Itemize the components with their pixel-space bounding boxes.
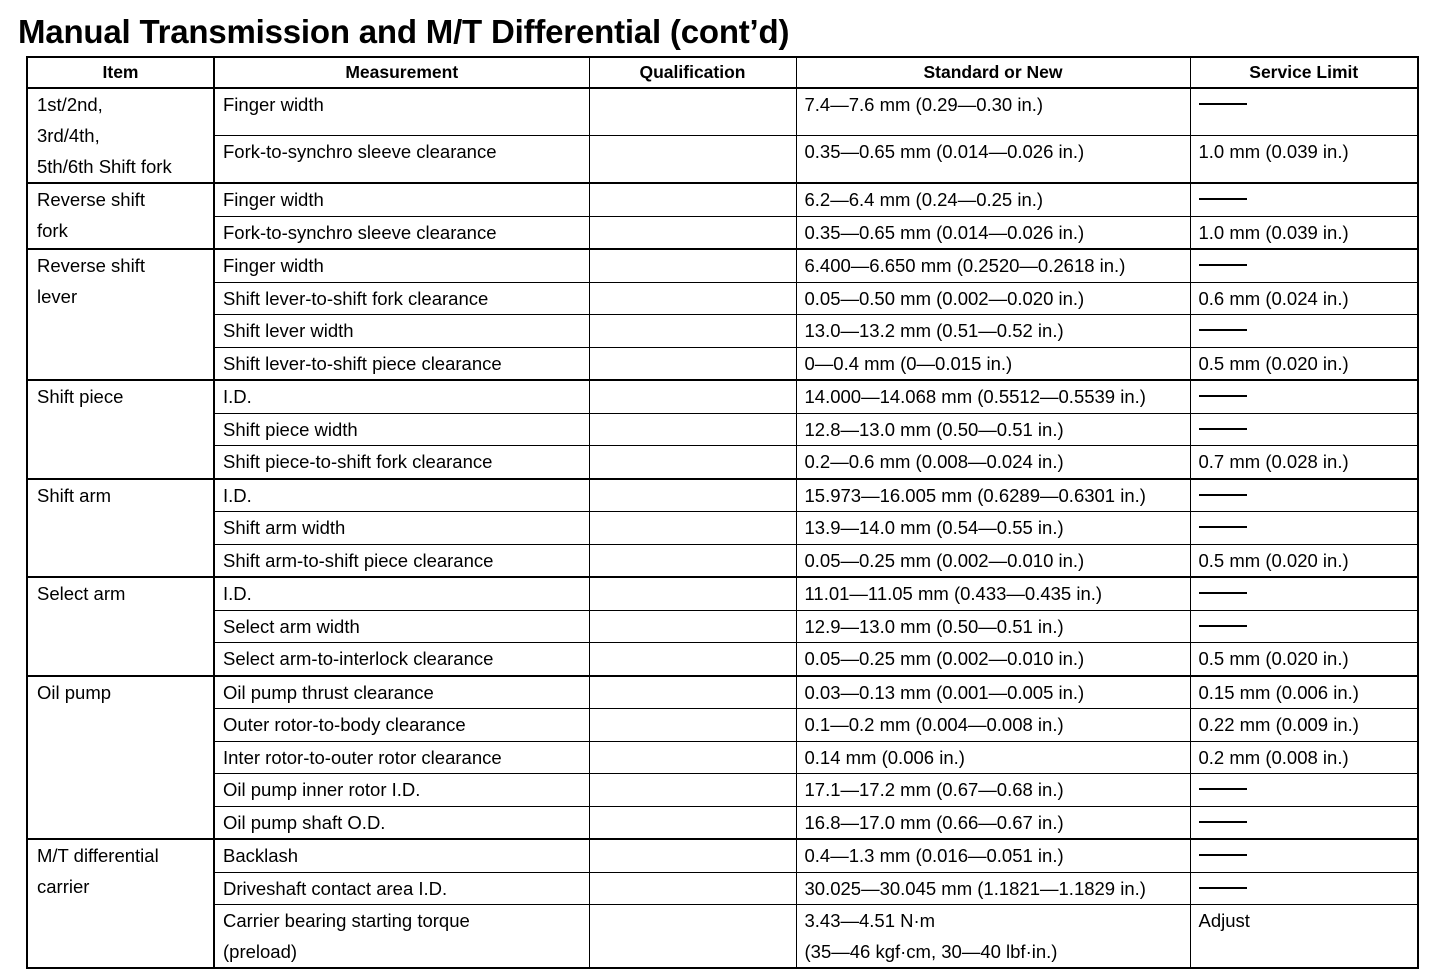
service-limit-cell (1190, 676, 1418, 709)
qualification-cell (589, 774, 796, 807)
qualification-cell (589, 315, 796, 348)
table-row (27, 709, 1418, 742)
measurement-line: Shift piece-to-shift fork clearance (223, 451, 493, 472)
service-limit-cell (1190, 741, 1418, 774)
table-row (27, 216, 1418, 249)
table-row (27, 88, 1418, 136)
measurement-cell (214, 774, 589, 807)
measurement-line: Finger width (223, 94, 324, 115)
measurement-cell (214, 806, 589, 839)
measurement-line: Finger width (223, 189, 324, 210)
service-limit-value: 0.5 mm (0.020 in.) (1198, 648, 1349, 669)
table-row (27, 741, 1418, 774)
qualification-cell (589, 610, 796, 643)
standard-cell (796, 216, 1190, 249)
table-row (27, 676, 1418, 709)
measurement-cell (214, 479, 589, 512)
qualification-cell (589, 446, 796, 479)
measurement-cell (214, 183, 589, 216)
item-label: 5th/6th Shift fork (37, 156, 172, 177)
item-label: Reverse shift (37, 189, 145, 210)
qualification-cell (589, 643, 796, 676)
service-limit-value: 0.22 mm (0.009 in.) (1198, 714, 1359, 735)
standard-line: 0.1—0.2 mm (0.004—0.008 in.) (804, 714, 1064, 735)
page-title: Manual Transmission and M/T Differential (cont’d) (18, 13, 790, 50)
measurement-line: Select arm width (223, 615, 360, 637)
qualification-cell (589, 479, 796, 512)
qualification-cell (589, 806, 796, 839)
qualification-cell (589, 512, 796, 545)
item-label: Reverse shift (37, 255, 145, 276)
no-limit-dash (1199, 428, 1247, 430)
measurement-line: Inter rotor-to-outer rotor clearance (223, 746, 502, 768)
measurement-cell (214, 839, 589, 872)
standard-line: (35—46 kgf·cm, 30—40 lbf·in.) (804, 941, 1058, 962)
measurement-line: Fork-to-synchro sleeve clearance (223, 221, 497, 243)
standard-line: 0.35—0.65 mm (0.014—0.026 in.) (804, 141, 1085, 162)
measurement-line: Oil pump thrust clearance (223, 681, 434, 703)
service-limit-cell (1190, 643, 1418, 676)
qualification-cell (589, 88, 796, 136)
service-limit-value: Adjust (1198, 910, 1250, 931)
standard-cell (796, 512, 1190, 545)
column-header-measurement: Measurement (214, 57, 589, 88)
measurement-line: Carrier bearing starting torque (223, 910, 470, 931)
measurement-line: Oil pump shaft O.D. (223, 811, 386, 833)
measurement-cell (214, 872, 589, 905)
standard-cell (796, 479, 1190, 512)
service-limit-cell (1190, 88, 1418, 136)
service-limit-value: 1.0 mm (0.039 in.) (1198, 221, 1349, 243)
service-limit-value: 0.6 mm (0.024 in.) (1198, 287, 1349, 309)
qualification-cell (589, 905, 796, 969)
column-header-standard: Standard or New (796, 57, 1190, 88)
column-header-service-limit: Service Limit (1190, 57, 1418, 88)
table-row (27, 479, 1418, 512)
spec-table (26, 56, 1419, 969)
service-limit-value: 0.5 mm (0.020 in.) (1198, 549, 1349, 571)
service-limit-cell (1190, 136, 1418, 184)
service-limit-value: 0.5 mm (0.020 in.) (1198, 352, 1349, 374)
item-label: M/T differential (37, 845, 159, 866)
measurement-cell (214, 676, 589, 709)
standard-line: 0.03—0.13 mm (0.001—0.005 in.) (804, 681, 1085, 703)
service-limit-cell (1190, 774, 1418, 807)
qualification-cell (589, 216, 796, 249)
measurement-line: Shift lever-to-shift fork clearance (223, 287, 489, 309)
measurement-line: I.D. (223, 484, 252, 506)
no-limit-dash (1199, 395, 1247, 397)
standard-line: 14.000—14.068 mm (0.5512—0.5539 in.) (804, 386, 1146, 407)
measurement-cell (214, 249, 589, 282)
table-row (27, 544, 1418, 577)
qualification-cell (589, 413, 796, 446)
standard-cell (796, 347, 1190, 380)
item-label: Oil pump (37, 681, 112, 703)
standard-line: 0.05—0.25 mm (0.002—0.010 in.) (804, 648, 1085, 669)
standard-line: 0.4—1.3 mm (0.016—0.051 in.) (804, 845, 1064, 866)
table-row (27, 136, 1418, 184)
no-limit-dash (1199, 887, 1247, 889)
measurement-cell (214, 512, 589, 545)
item-label: 1st/2nd, (37, 94, 103, 115)
table-row (27, 413, 1418, 446)
service-limit-cell (1190, 446, 1418, 479)
service-limit-cell (1190, 806, 1418, 839)
service-limit-cell (1190, 512, 1418, 545)
service-limit-cell (1190, 905, 1418, 969)
service-limit-cell (1190, 872, 1418, 905)
service-limit-cell (1190, 839, 1418, 872)
service-limit-value: 0.7 mm (0.028 in.) (1198, 451, 1349, 472)
no-limit-dash (1199, 625, 1247, 627)
service-limit-cell (1190, 577, 1418, 610)
measurement-line: I.D. (223, 386, 252, 407)
qualification-cell (589, 136, 796, 184)
item-cell (27, 88, 214, 183)
no-limit-dash (1199, 103, 1247, 105)
item-label: lever (37, 286, 78, 307)
standard-line: 0—0.4 mm (0—0.015 in.) (804, 352, 1013, 374)
measurement-line: Finger width (223, 255, 324, 276)
item-cell (27, 577, 214, 676)
qualification-cell (589, 676, 796, 709)
measurement-line: Driveshaft contact area I.D. (223, 877, 448, 899)
no-limit-dash (1199, 592, 1247, 594)
standard-line: 6.2—6.4 mm (0.24—0.25 in.) (804, 189, 1044, 210)
standard-line: 11.01—11.05 mm (0.433—0.435 in.) (804, 583, 1103, 604)
service-limit-cell (1190, 413, 1418, 446)
measurement-cell (214, 88, 589, 136)
measurement-cell (214, 544, 589, 577)
item-cell (27, 183, 214, 249)
no-limit-dash (1199, 198, 1247, 200)
measurement-line: Shift arm width (223, 517, 346, 538)
measurement-cell (214, 446, 589, 479)
qualification-cell (589, 347, 796, 380)
measurement-line: Fork-to-synchro sleeve clearance (223, 141, 497, 162)
service-limit-value: 1.0 mm (0.039 in.) (1198, 141, 1349, 162)
table-header-row (27, 57, 1418, 88)
standard-cell (796, 610, 1190, 643)
no-limit-dash (1199, 821, 1247, 823)
standard-line: 0.2—0.6 mm (0.008—0.024 in.) (804, 451, 1064, 472)
table-row (27, 774, 1418, 807)
table-row (27, 577, 1418, 610)
qualification-cell (589, 709, 796, 742)
measurement-line: Backlash (223, 845, 299, 866)
service-limit-cell (1190, 709, 1418, 742)
table-row (27, 249, 1418, 282)
table-row (27, 380, 1418, 413)
item-cell (27, 249, 214, 380)
standard-line: 13.0—13.2 mm (0.51—0.52 in.) (804, 320, 1064, 341)
standard-cell (796, 282, 1190, 315)
service-limit-cell (1190, 315, 1418, 348)
table-row (27, 282, 1418, 315)
item-cell (27, 839, 214, 968)
item-label: Shift piece (37, 386, 124, 407)
qualification-cell (589, 282, 796, 315)
table-row (27, 839, 1418, 872)
standard-cell (796, 446, 1190, 479)
measurement-line: Shift arm-to-shift piece clearance (223, 549, 494, 571)
no-limit-dash (1199, 329, 1247, 331)
item-label: carrier (37, 876, 90, 897)
service-limit-cell (1190, 479, 1418, 512)
standard-line: 7.4—7.6 mm (0.29—0.30 in.) (804, 94, 1044, 115)
service-limit-cell (1190, 544, 1418, 577)
measurement-cell (214, 380, 589, 413)
standard-cell (796, 315, 1190, 348)
no-limit-dash (1199, 526, 1247, 528)
standard-line: 0.14 mm (0.006 in.) (804, 746, 965, 768)
table-row (27, 806, 1418, 839)
no-limit-dash (1199, 854, 1247, 856)
service-limit-value: 0.2 mm (0.008 in.) (1198, 746, 1349, 768)
table-row (27, 446, 1418, 479)
measurement-cell (214, 577, 589, 610)
measurement-line: Shift lever width (223, 320, 354, 341)
qualification-cell (589, 839, 796, 872)
standard-cell (796, 709, 1190, 742)
standard-cell (796, 249, 1190, 282)
service-limit-cell (1190, 282, 1418, 315)
no-limit-dash (1199, 494, 1247, 496)
column-header-item: Item (27, 57, 214, 88)
standard-line: 16.8—17.0 mm (0.66—0.67 in.) (804, 811, 1064, 833)
item-cell (27, 479, 214, 578)
standard-cell (796, 839, 1190, 872)
service-limit-cell (1190, 380, 1418, 413)
standard-cell (796, 88, 1190, 136)
qualification-cell (589, 872, 796, 905)
measurement-cell (214, 315, 589, 348)
qualification-cell (589, 544, 796, 577)
column-header-qualification: Qualification (589, 57, 796, 88)
item-label: fork (37, 220, 68, 241)
measurement-cell (214, 136, 589, 184)
service-limit-cell (1190, 347, 1418, 380)
standard-line: 12.8—13.0 mm (0.50—0.51 in.) (804, 418, 1064, 440)
measurement-line: (preload) (223, 941, 298, 962)
standard-cell (796, 872, 1190, 905)
table-body (27, 88, 1418, 968)
service-limit-value: 0.15 mm (0.006 in.) (1198, 681, 1359, 703)
standard-line: 30.025—30.045 mm (1.1821—1.1829 in.) (804, 877, 1146, 899)
standard-cell (796, 905, 1190, 969)
qualification-cell (589, 380, 796, 413)
measurement-cell (214, 709, 589, 742)
standard-line: 13.9—14.0 mm (0.54—0.55 in.) (804, 517, 1064, 538)
standard-cell (796, 136, 1190, 184)
measurement-line: Shift lever-to-shift piece clearance (223, 352, 502, 374)
qualification-cell (589, 741, 796, 774)
table-row (27, 183, 1418, 216)
no-limit-dash (1199, 264, 1247, 266)
standard-cell (796, 676, 1190, 709)
table-row (27, 643, 1418, 676)
measurement-cell (214, 610, 589, 643)
standard-cell (796, 413, 1190, 446)
table-row (27, 315, 1418, 348)
no-limit-dash (1199, 788, 1247, 790)
standard-cell (796, 741, 1190, 774)
service-limit-cell (1190, 610, 1418, 643)
standard-cell (796, 577, 1190, 610)
measurement-cell (214, 216, 589, 249)
standard-line: 0.35—0.65 mm (0.014—0.026 in.) (804, 221, 1085, 243)
standard-line: 15.973—16.005 mm (0.6289—0.6301 in.) (804, 484, 1146, 506)
standard-line: 3.43—4.51 N·m (804, 910, 936, 931)
standard-line: 12.9—13.0 mm (0.50—0.51 in.) (804, 615, 1064, 637)
item-cell (27, 380, 214, 479)
item-label: 3rd/4th, (37, 125, 100, 146)
service-limit-cell (1190, 249, 1418, 282)
qualification-cell (589, 577, 796, 610)
table-row (27, 872, 1418, 905)
measurement-cell (214, 643, 589, 676)
service-limit-cell (1190, 216, 1418, 249)
standard-cell (796, 544, 1190, 577)
standard-cell (796, 380, 1190, 413)
item-cell (27, 676, 214, 840)
standard-line: 0.05—0.50 mm (0.002—0.020 in.) (804, 287, 1085, 309)
measurement-cell (214, 282, 589, 315)
measurement-line: Shift piece width (223, 418, 358, 440)
service-limit-cell (1190, 183, 1418, 216)
standard-line: 0.05—0.25 mm (0.002—0.010 in.) (804, 549, 1085, 571)
standard-cell (796, 183, 1190, 216)
item-label: Shift arm (37, 484, 112, 506)
item-label: Select arm (37, 583, 126, 604)
measurement-cell (214, 413, 589, 446)
table-row (27, 512, 1418, 545)
standard-cell (796, 643, 1190, 676)
table-row (27, 905, 1418, 969)
table-row (27, 347, 1418, 380)
measurement-cell (214, 347, 589, 380)
measurement-line: I.D. (223, 583, 252, 604)
qualification-cell (589, 249, 796, 282)
measurement-line: Oil pump inner rotor I.D. (223, 779, 421, 800)
measurement-cell (214, 741, 589, 774)
standard-cell (796, 806, 1190, 839)
table-row (27, 610, 1418, 643)
measurement-cell (214, 905, 589, 969)
standard-line: 6.400—6.650 mm (0.2520—0.2618 in.) (804, 255, 1126, 276)
measurement-line: Outer rotor-to-body clearance (223, 714, 466, 735)
standard-cell (796, 774, 1190, 807)
qualification-cell (589, 183, 796, 216)
measurement-line: Select arm-to-interlock clearance (223, 648, 494, 669)
standard-line: 17.1—17.2 mm (0.67—0.68 in.) (804, 779, 1064, 800)
